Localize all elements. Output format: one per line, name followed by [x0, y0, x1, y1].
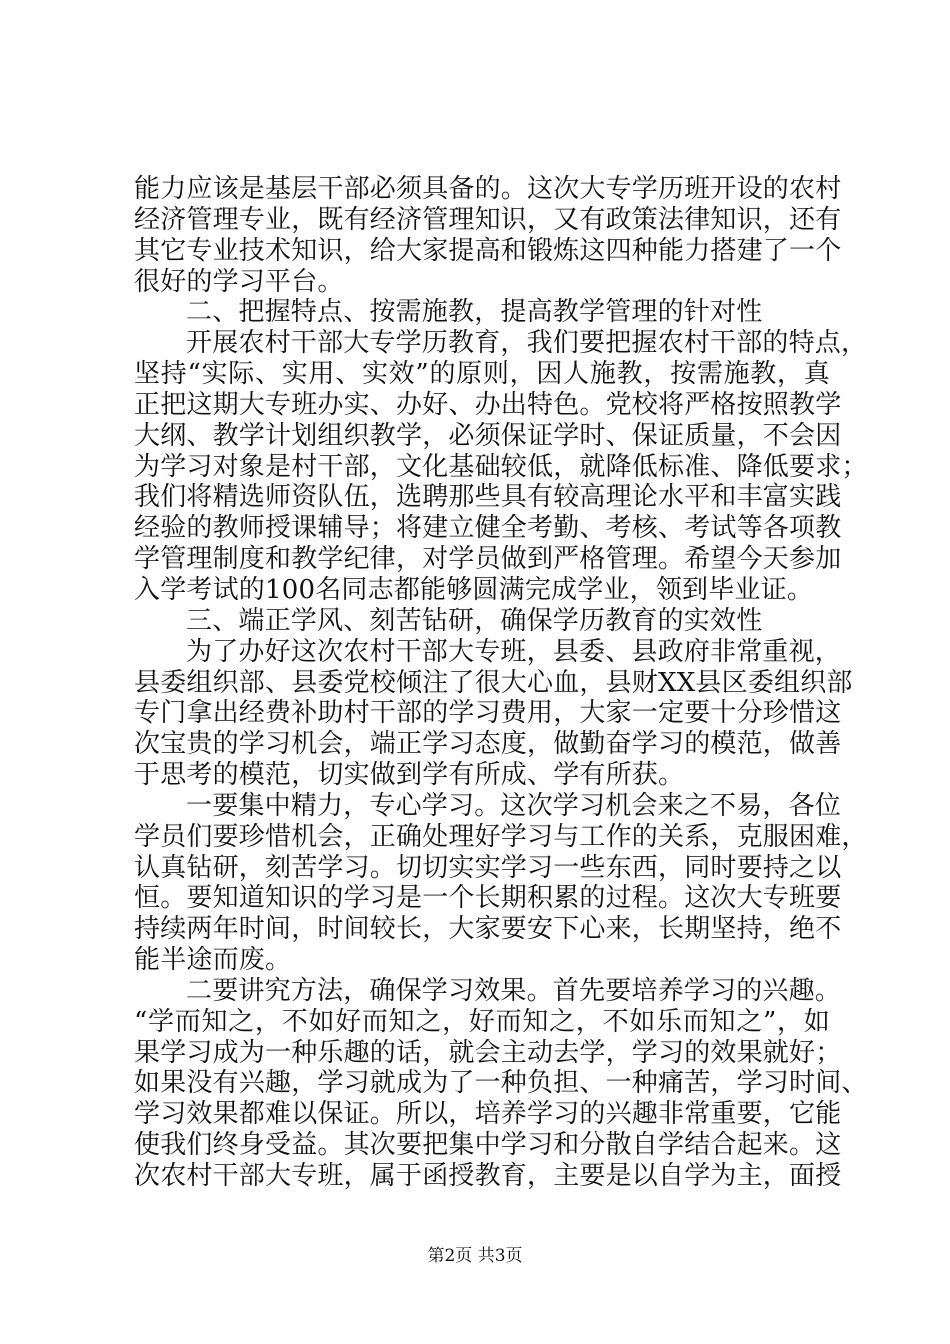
text-line: 开展农村干部大专学历教育，我们要把握农村干部的特点，	[186, 328, 868, 359]
text-line: 如果没有兴趣，学习就成为了一种负担、一种痛苦，学习时间、	[134, 1068, 868, 1099]
text-line: 恒。要知道知识的学习是一个长期积累的过程。这次大专班要	[134, 883, 842, 914]
text-line: 经验的教师授课辅导；将建立健全考勤、考核、考试等各项教	[134, 513, 842, 544]
text-line: 二、把握特点、按需施教，提高教学管理的针对性	[186, 297, 763, 328]
text-line: 大纲、教学计划组织教学，必须保证学时、保证质量，不会因	[134, 420, 842, 451]
text-line: “学而知之，不如好而知之，好而知之，不如乐而知之”，如	[134, 1006, 830, 1037]
text-line: 入学考试的100名同志都能够圆满完成学业，领到毕业证。	[134, 574, 814, 605]
page-number-footer	[0, 1246, 950, 1266]
text-line: 认真钻研，刻苦学习。切切实实学习一些东西，同时要持之以	[134, 852, 842, 883]
text-line: 能力应该是基层干部必须具备的。这次大专学历班开设的农村	[134, 174, 842, 204]
text-line: 使我们终身受益。其次要把集中学习和分散自学结合起来。这	[134, 1130, 842, 1161]
text-line: 坚持“实际、实用、实效”的原则，因人施教，按需施教，真	[134, 359, 830, 390]
text-line: 持续两年时间，时间较长，大家要安下心来，长期坚持，绝不	[134, 914, 842, 945]
text-line: 于思考的模范，切实做到学有所成、学有所获。	[134, 760, 685, 791]
text-line: 次农村干部大专班，属于函授教育，主要是以自学为主，面授	[134, 1161, 842, 1191]
text-line: 学员们要珍惜机会，正确处理好学习与工作的关系，克服困难，	[134, 821, 868, 852]
text-line: 三、端正学风、刻苦钻研，确保学历教育的实效性	[186, 605, 763, 636]
page-number-label: 第2页 共3页	[427, 1246, 523, 1266]
text-line: 正把这期大专班办实、办好、办出特色。党校将严格按照教学	[134, 389, 842, 420]
text-line: 二要讲究方法，确保学习效果。首先要培养学习的兴趣。	[186, 975, 842, 1006]
document-body	[134, 174, 868, 1192]
text-line: 学习效果都难以保证。所以，培养学习的兴趣非常重要，它能	[134, 1099, 842, 1130]
text-line: 为了办好这次农村干部大专班，县委、县政府非常重视，	[186, 636, 842, 667]
text-line: 能半途而废。	[134, 945, 292, 976]
text-line: 学管理制度和教学纪律，对学员做到严格管理。希望今天参加	[134, 544, 842, 575]
text-line: 很好的学习平台。	[134, 266, 344, 297]
text-line: 为学习对象是村干部，文化基础较低，就降低标准、降低要求；	[134, 451, 868, 482]
text-line: 次宝贵的学习机会，端正学习态度，做勤奋学习的模范，做善	[134, 729, 842, 760]
text-line: 专门拿出经费补助村干部的学习费用，大家一定要十分珍惜这	[134, 698, 842, 729]
text-line: 其它专业技术知识，给大家提高和锻炼这四种能力搭建了一个	[134, 235, 842, 266]
text-line: 我们将精选师资队伍，选聘那些具有较高理论水平和丰富实践	[134, 482, 842, 513]
text-line: 一要集中精力，专心学习。这次学习机会来之不易，各位	[186, 790, 842, 821]
text-line: 经济管理专业，既有经济管理知识，又有政策法律知识，还有	[134, 204, 842, 235]
text-line: 果学习成为一种乐趣的话，就会主动去学，学习的效果就好；	[134, 1037, 842, 1068]
text-line: 县委组织部、县委党校倾注了很大心血，县财XX县区委组织部	[134, 667, 853, 698]
